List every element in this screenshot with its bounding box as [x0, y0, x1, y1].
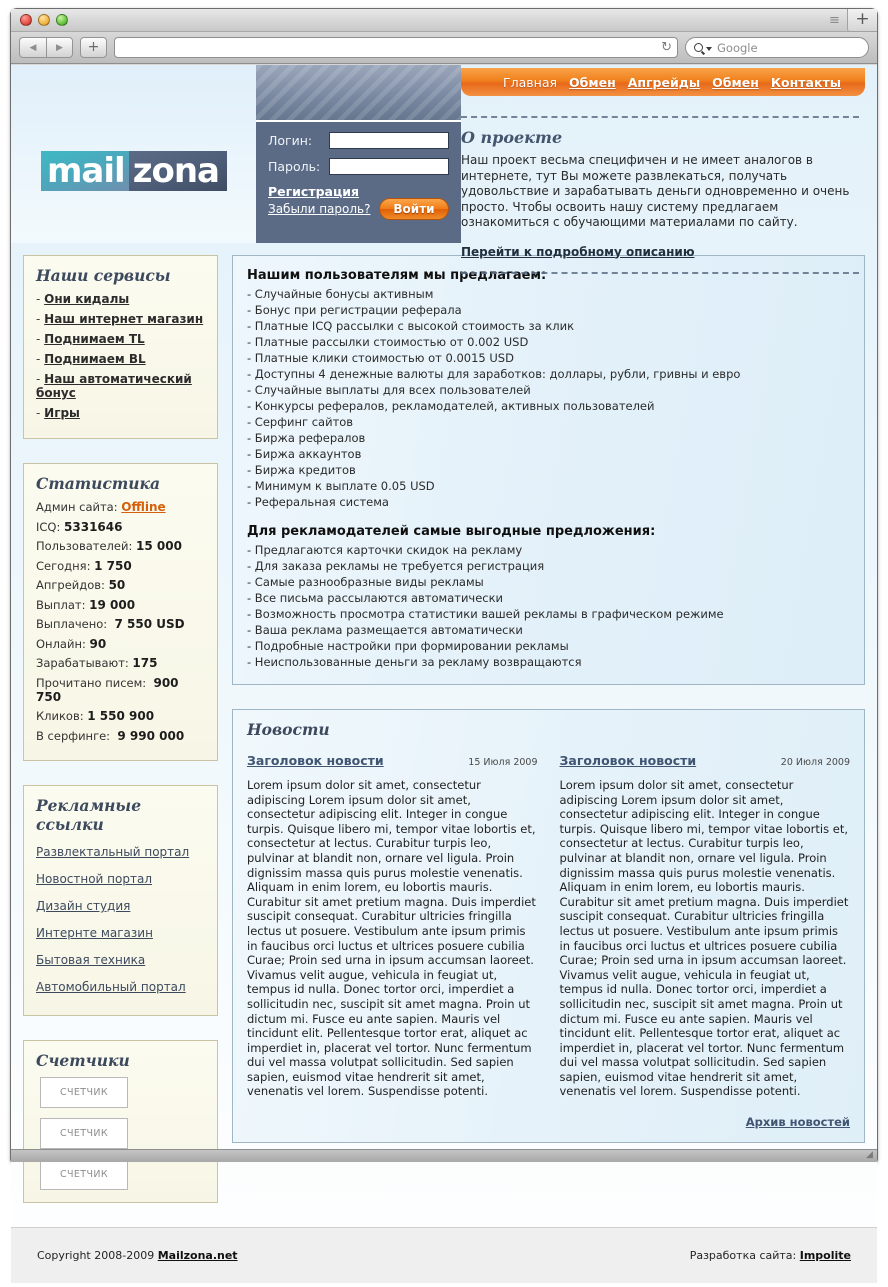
tab-overview-icon[interactable]: ≡	[829, 13, 839, 28]
add-bookmark-button[interactable]: +	[80, 37, 107, 58]
stat-row-payouts	[36, 598, 205, 612]
list-item: - Самые разнообразные виды рекламы	[247, 575, 484, 589]
stat-row-users	[36, 539, 205, 553]
stat-value: 90	[89, 636, 107, 651]
about-section	[461, 116, 865, 274]
stat-value: 175	[132, 656, 158, 670]
stat-label: Зарабатывают:	[36, 656, 129, 670]
stat-row-letters	[36, 676, 205, 704]
window-controls	[20, 14, 68, 26]
list-item: - Возможность просмотра статистики вашей рекламы в графическом режиме	[247, 607, 724, 621]
browser-statusbar	[11, 1149, 877, 1162]
counter-placeholder-0[interactable]: СЧЕТЧИК	[40, 1077, 128, 1108]
stat-value: 7 550 USD	[114, 617, 185, 631]
stat-value: 900 750	[36, 675, 179, 704]
login-submit-button[interactable]: Войти	[379, 198, 449, 220]
password-field-row	[268, 158, 449, 175]
search-box[interactable]	[685, 37, 869, 58]
bullet-dash: -	[36, 352, 45, 366]
stat-label: Онлайн:	[36, 636, 86, 651]
dashed-divider-bottom	[461, 272, 859, 274]
stat-label: Кликов:	[36, 709, 84, 723]
sidebar	[23, 255, 218, 1227]
page-viewport	[11, 65, 877, 1262]
list-item: - Подробные настройки при формировании рекламы	[247, 639, 569, 653]
copyright	[37, 1249, 238, 1262]
list-item: - Бонус при регистрации реферала	[247, 303, 462, 317]
stat-value: 1 750	[94, 558, 132, 573]
status-badge[interactable]: Offline	[121, 500, 166, 514]
close-window-icon[interactable]	[20, 14, 32, 26]
login-label: Логин:	[268, 133, 313, 148]
ad-links-panel	[23, 785, 218, 1016]
logo-part-mail: mail	[41, 151, 129, 191]
ad-link-0[interactable]: Развлектальный портал	[36, 845, 190, 859]
news-heading-link-0[interactable]: Заголовок новости	[247, 753, 384, 768]
copyright-link[interactable]: Mailzona.net	[157, 1249, 238, 1262]
logo-part-zona: zona	[129, 151, 227, 191]
offers-advertisers-title: Для рекламодателей самые выгодные предложения:	[247, 524, 656, 539]
news-date-1: 20 Июля 2009	[780, 757, 850, 768]
login-actions	[268, 184, 449, 220]
browser-titlebar	[11, 9, 877, 32]
stat-row-admin	[36, 500, 205, 514]
sidebar-item-service-4[interactable]: Наш автоматический бонус	[36, 372, 192, 400]
register-link[interactable]: Регистрация	[268, 184, 360, 199]
list-item	[36, 922, 205, 941]
sidebar-item-service-3[interactable]: Поднимаем BL	[44, 352, 146, 366]
counter-placeholder-1[interactable]: СЧЕТЧИК	[40, 1118, 128, 1149]
list-item: - Реферальная система	[247, 495, 389, 509]
news-panel	[232, 709, 865, 1143]
stat-label: Выплат:	[36, 597, 86, 612]
services-title: Наши сервисы	[36, 266, 171, 285]
statistics-list	[36, 500, 205, 743]
about-more-link[interactable]: Перейти к подробному описанию	[461, 244, 695, 259]
login-field-row	[268, 132, 449, 149]
stat-row-paid	[36, 617, 205, 631]
nav-item-apgreydy[interactable]: Апгрейды	[627, 74, 701, 90]
header-right-column	[461, 65, 865, 274]
counters-list	[36, 1077, 205, 1190]
stat-label: ICQ:	[36, 519, 61, 534]
stat-row-icq	[36, 520, 205, 534]
bullet-dash: -	[36, 292, 45, 306]
list-item: - Случайные выплаты для всех пользователей	[247, 383, 531, 397]
stat-label: Админ сайта:	[36, 500, 118, 514]
list-item: - Серфинг сайтов	[247, 415, 354, 429]
sidebar-item-service-5[interactable]: Игры	[44, 406, 80, 420]
list-item	[36, 292, 205, 306]
list-item: - Ваша реклама размещается автоматически	[247, 623, 523, 637]
main-navigation	[461, 68, 865, 96]
news-header	[560, 753, 851, 768]
list-item	[36, 332, 205, 346]
services-list	[36, 292, 205, 420]
counter-placeholder-2[interactable]: СЧЕТЧИК	[40, 1159, 128, 1190]
about-text: Наш проект весьма специфичен и не имеет аналогов в интернете, тут Вы можете развлекаться, получать удовольствие и зарабатывать деньги одновременно и очень просто. Чтобы освоить нашу систему предлагаем ознакомиться с обучающими материалами по сайту.	[461, 153, 850, 229]
sidebar-item-service-2[interactable]: Поднимаем TL	[44, 332, 145, 346]
stat-label: Выплачено:	[36, 617, 108, 631]
counters-panel	[23, 1040, 218, 1203]
list-item	[36, 406, 205, 420]
ad-link-4[interactable]: Бытовая техника	[36, 953, 146, 967]
stat-value: 50	[108, 578, 126, 592]
offers-users-title: Нашим пользователям мы предлагаем:	[247, 268, 547, 283]
list-item: - Платные ICQ рассылки с высокой стоимость за клик	[247, 319, 575, 333]
statistics-title: Статистика	[36, 474, 161, 493]
login-column	[256, 65, 461, 243]
nav-item-glavnaya[interactable]: Главная	[503, 74, 558, 90]
password-input[interactable]	[329, 158, 449, 175]
minimize-window-icon[interactable]	[38, 14, 50, 26]
stat-label: Прочитано писем:	[36, 675, 147, 690]
developer-link[interactable]: Impolite	[799, 1249, 851, 1262]
search-placeholder: Google	[717, 40, 758, 55]
developer-text: Разработка сайта:	[689, 1249, 797, 1262]
list-item	[36, 841, 205, 860]
stat-value: 15 000	[136, 539, 182, 553]
ad-links-list	[36, 841, 205, 995]
list-item: - Все письма рассылаются автоматически	[247, 591, 504, 605]
offers-users-list	[247, 286, 850, 510]
bullet-dash: -	[36, 332, 45, 346]
content-grid	[11, 243, 877, 1227]
stat-label: Пользователей:	[36, 539, 133, 553]
ad-link-5[interactable]: Автомобильный портал	[36, 980, 186, 994]
stat-row-upgrades	[36, 578, 205, 592]
list-item: - Биржа кредитов	[247, 463, 356, 477]
list-item: - Платные рассылки стоимостью от 0.002 USD	[247, 335, 529, 349]
site-logo[interactable]	[41, 151, 227, 191]
news-columns	[247, 753, 850, 1099]
list-item: - Конкурсы рефералов, рекламодателей, активных пользователей	[247, 399, 655, 413]
stat-row-today	[36, 559, 205, 573]
list-item	[36, 352, 205, 366]
logo-area	[11, 65, 256, 243]
list-item: - Предлагаются карточки скидок на рекламу	[247, 543, 523, 557]
list-item: - Для заказа рекламы не требуется регистрация	[247, 559, 545, 573]
stat-label: Апгрейдов:	[36, 578, 105, 592]
list-item	[36, 868, 205, 887]
counters-title: Счетчики	[36, 1051, 130, 1070]
news-body-0: Lorem ipsum dolor sit amet, consectetur adipiscing Lorem ipsum dolor sit amet, consectetur adipiscing elit. Integer in congue turpis. Quisque libero mi, tempor vitae lobortis et, consectetur at lectus. Curabitur turpis leo, pulvinar at blandit non, ornare vel ligula. Proin dignissim massa quis purus molestie venenatis. Aliquam in enim lorem, eu lobortis mauris. Curabitur sit amet pretium magna. Duis imperdiet suscipit consequat. Curabitur ultricies fringilla lectus ut posuere. Vestibulum ante ipsum primis in faucibus orci luctus et ultrices posuere cubilia Curae; Proin sed urna in ipsum accumsan laoreet. Vivamus velit augue, vehicula in feugiat ut, tempus id nulla. Donec tortor orci, imperdiet a sollicitudin nec, suscipit sit amet magna. Proin ut dictum mi. Fusce eu ante sapien. Mauris vel tincidunt elit. Pellentesque tortor erat, aliquet ac imperdiet in, placerat vel tortor. Nunc fermentum dui vel massa volutpat sollicitudin. Sed sapien sapien, euismod vitae hendrerit sit amet, venenatis vel lorem. Suspendisse potenti.	[247, 778, 536, 1099]
list-item	[36, 895, 205, 914]
list-item: - Минимум к выплате 0.05 USD	[247, 479, 435, 493]
nav-item-kontakty[interactable]: Контакты	[770, 74, 841, 90]
nav-item-obmen-1[interactable]: Обмен	[569, 74, 616, 90]
bullet-dash: -	[36, 406, 45, 420]
services-panel	[23, 255, 218, 439]
reload-icon[interactable]: ↻	[661, 40, 672, 55]
new-tab-button[interactable]: +	[847, 9, 877, 32]
address-bar[interactable]	[114, 37, 678, 58]
stat-value: 1 550 900	[87, 709, 155, 723]
news-header	[247, 753, 538, 768]
list-item	[36, 976, 205, 995]
list-item: - Доступны 4 денежные валюты для заработков: доллары, рубли, гривны и евро	[247, 367, 741, 381]
news-date-0: 15 Июля 2009	[468, 757, 538, 768]
bullet-dash: -	[36, 372, 45, 386]
login-form	[256, 122, 461, 243]
sidebar-item-service-0[interactable]: Они кидалы	[44, 292, 130, 306]
password-label: Пароль:	[268, 159, 321, 174]
news-body-1: Lorem ipsum dolor sit amet, consectetur adipiscing Lorem ipsum dolor sit amet, consectetur adipiscing elit. Integer in congue turpis. Quisque libero mi, tempor vitae lobortis et, consectetur at lectus. Curabitur turpis leo, pulvinar at blandit non, ornare vel ligula. Proin dignissim massa quis purus molestie venenatis. Aliquam in enim lorem, eu lobortis mauris. Curabitur sit amet pretium magna. Duis imperdiet suscipit consequat. Curabitur ultricies fringilla lectus ut posuere. Vestibulum ante ipsum primis in faucibus orci luctus et ultrices posuere cubilia Curae; Proin sed urna in ipsum accumsan laoreet. Vivamus velit augue, vehicula in feugiat ut, tempus id nulla. Donec tortor orci, imperdiet a sollicitudin nec, suscipit sit amet magna. Proin ut dictum mi. Fusce eu ante sapien. Mauris vel tincidunt elit. Pellentesque tortor erat, aliquet ac imperdiet in, placerat vel tortor. Nunc fermentum dui vel massa volutpat sollicitudin. Sed sapien sapien, euismod vitae hendrerit sit amet, venenatis vel lorem. Suspendisse potenti.	[559, 778, 849, 1099]
website-page	[11, 65, 877, 1287]
striped-banner	[256, 65, 461, 122]
stat-row-earning	[36, 656, 205, 670]
stat-label: В серфинге:	[36, 728, 111, 743]
news-heading-link-1[interactable]: Заголовок новости	[559, 753, 697, 768]
offers-advertisers-list	[247, 542, 850, 670]
resize-grip-icon[interactable]: ◢	[866, 1150, 873, 1160]
dashed-divider-top	[461, 116, 859, 118]
list-item	[36, 312, 205, 326]
stat-label: Сегодня:	[36, 558, 91, 573]
browser-toolbar	[11, 32, 877, 64]
offers-panel	[232, 255, 865, 685]
ad-link-1[interactable]: Новостной портал	[36, 872, 152, 886]
about-title: О проекте	[461, 128, 563, 147]
news-item-1	[560, 753, 851, 1099]
stat-value: 5331646	[64, 519, 123, 534]
ad-links-title: Рекламные ссылки	[36, 796, 142, 834]
browser-window	[10, 8, 878, 1262]
news-footer	[247, 1111, 850, 1130]
list-item: - Неиспользованные деньги за рекламу возвращаются	[247, 655, 582, 669]
stat-row-surfing	[36, 729, 205, 743]
stat-row-online	[36, 637, 205, 651]
list-item	[36, 372, 205, 400]
list-item: - Случайные бонусы активным	[247, 287, 434, 301]
site-header	[11, 65, 877, 259]
developer-credit	[690, 1249, 851, 1262]
list-item: - Платные клики стоимостью от 0.0015 USD	[247, 351, 514, 365]
stat-value: 9 990 000	[117, 728, 185, 743]
login-links	[268, 184, 370, 219]
tab-shelf	[821, 9, 877, 32]
stat-value: 19 000	[89, 597, 136, 612]
ad-link-3[interactable]: Интернте магазин	[36, 926, 153, 940]
ad-link-2[interactable]: Дизайн студия	[36, 899, 131, 913]
search-icon	[694, 43, 703, 52]
news-archive-link[interactable]: Архив новостей	[745, 1115, 850, 1130]
main-content	[232, 255, 865, 1143]
sidebar-item-service-1[interactable]: Наш интернет магазин	[44, 312, 204, 326]
back-arrow-icon[interactable]: ◀	[19, 37, 46, 58]
news-title: Новости	[247, 720, 330, 739]
chevron-down-icon	[706, 47, 712, 51]
stat-row-clicks	[36, 709, 205, 723]
list-item: - Биржа аккаунтов	[247, 447, 362, 461]
maximize-window-icon[interactable]	[56, 14, 68, 26]
news-item-0	[247, 753, 538, 1099]
forgot-password-link[interactable]: Забыли пароль?	[268, 202, 371, 216]
bullet-dash: -	[36, 312, 45, 326]
copyright-text: Copyright 2008-2009	[37, 1249, 155, 1262]
statistics-panel	[23, 463, 218, 761]
forward-arrow-icon[interactable]: ▶	[46, 37, 73, 58]
list-item: - Биржа рефералов	[247, 431, 366, 445]
site-footer	[11, 1227, 877, 1283]
nav-item-obmen-2[interactable]: Обмен	[712, 74, 759, 90]
navigation-buttons	[19, 37, 73, 58]
login-input[interactable]	[329, 132, 449, 149]
list-item	[36, 949, 205, 968]
